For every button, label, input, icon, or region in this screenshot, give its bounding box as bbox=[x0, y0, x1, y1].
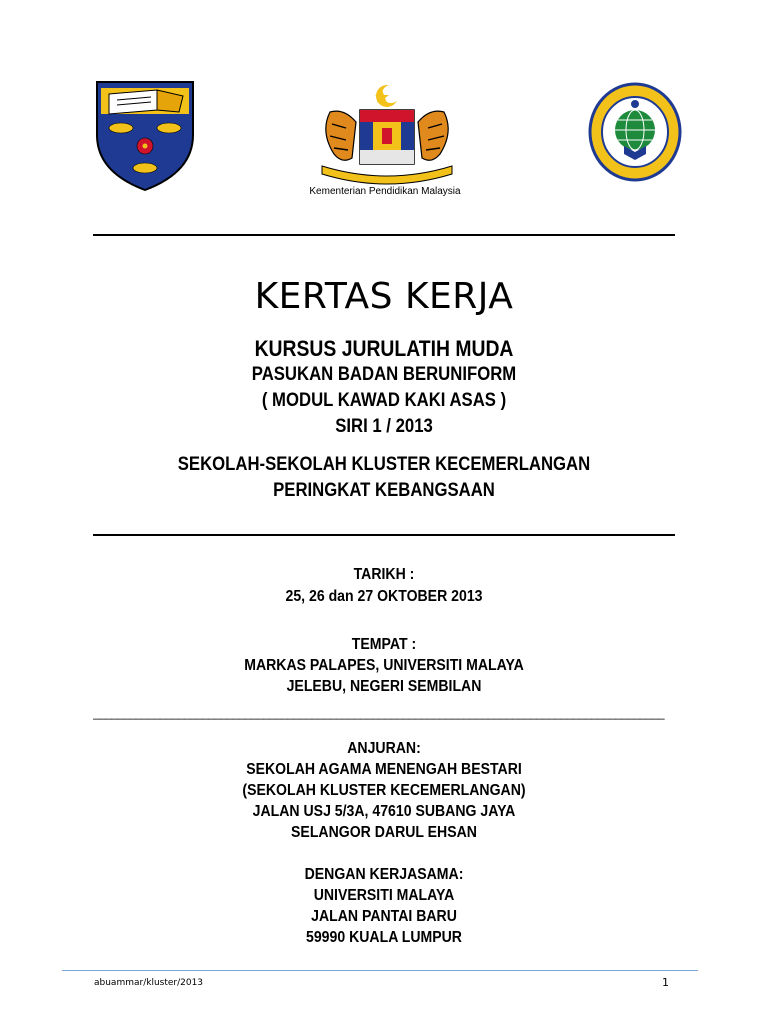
venue-line-2: JELEBU, NEGERI SEMBILAN bbox=[286, 678, 482, 695]
collaboration-line-2: JALAN PANTAI BARU bbox=[311, 908, 457, 925]
date-label: TARIKH : bbox=[353, 566, 415, 583]
venue-line-1: MARKAS PALAPES, UNIVERSITI MALAYA bbox=[244, 657, 524, 674]
course-line-4: SIRI 1 / 2013 bbox=[335, 416, 433, 437]
venue-label: TEMPAT : bbox=[351, 636, 417, 653]
malaysia-coat-of-arms-logo bbox=[312, 82, 462, 187]
date-value: 25, 26 dan 27 OKTOBER 2013 bbox=[285, 588, 483, 605]
underscore-divider: ______________________________________________________________________________________________ bbox=[93, 706, 664, 720]
footer-rule bbox=[62, 970, 698, 971]
cluster-line-2: PERINGKAT KEBANGSAAN bbox=[273, 480, 495, 501]
organizer-line-3: JALAN USJ 5/3A, 47610 SUBANG JAYA bbox=[252, 803, 516, 820]
organizer-label: ANJURAN: bbox=[347, 740, 421, 757]
page-number: 1 bbox=[662, 976, 669, 989]
footer-text: abuammar/kluster/2013 bbox=[94, 978, 204, 988]
organizer-line-2: (SEKOLAH KLUSTER KECEMERLANGAN) bbox=[242, 782, 526, 799]
top-rule bbox=[93, 234, 675, 236]
school-emblem-logo bbox=[588, 82, 682, 182]
ministry-caption: Kementerian Pendidikan Malaysia bbox=[309, 186, 461, 197]
course-line-2: PASUKAN BADAN BERUNIFORM bbox=[251, 364, 517, 385]
course-line-1: KURSUS JURULATIH MUDA bbox=[254, 336, 514, 361]
middle-rule bbox=[93, 534, 675, 536]
university-crest-logo bbox=[95, 80, 195, 192]
organizer-line-4: SELANGOR DARUL EHSAN bbox=[291, 824, 477, 841]
collaboration-label: DENGAN KERJASAMA: bbox=[304, 866, 464, 883]
collaboration-line-1: UNIVERSITI MALAYA bbox=[313, 887, 455, 904]
cluster-line-1: SEKOLAH-SEKOLAH KLUSTER KECEMERLANGAN bbox=[177, 454, 591, 475]
collaboration-line-3: 59990 KUALA LUMPUR bbox=[306, 929, 462, 946]
document-title: KERTAS KERJA bbox=[254, 276, 514, 317]
course-line-3: ( MODUL KAWAD KAKI ASAS ) bbox=[261, 390, 507, 411]
organizer-line-1: SEKOLAH AGAMA MENENGAH BESTARI bbox=[246, 761, 522, 778]
